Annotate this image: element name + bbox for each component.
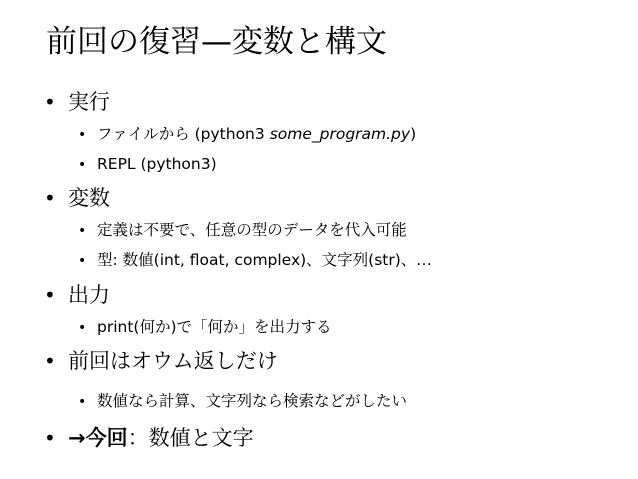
bullet-icon: • [44,426,56,450]
sub-item-text-end: ) [410,125,417,143]
bullet-icon: • [78,127,87,143]
sub-item-text: print(何か)で「何か」を出力する [97,318,332,336]
bullet-icon: • [44,90,56,114]
sub-item-text: REPL (python3) [97,155,217,173]
bullet-icon: • [44,283,56,307]
section-label: 出力 [68,283,110,307]
bullet-icon: • [78,253,87,269]
bullet-icon: • [78,320,87,336]
section-label: 変数 [68,186,110,210]
section-label: 実行 [68,90,110,114]
sub-item-repl [78,153,217,176]
slide-title: 前回の復習—変数と構文 [46,24,387,60]
bullet-icon: • [44,186,56,210]
bullet-icon: • [78,223,87,239]
bullet-icon: • [78,157,87,173]
sub-item-goal [78,390,407,413]
sub-item-text: 型: 数値(int, float, complex)、文字列(str)、… [97,251,432,269]
sub-item-text: ファイルから (python3 [97,125,270,143]
section-execution [44,88,110,116]
sub-item-definition [78,219,407,242]
bullet-icon: • [44,349,56,373]
section-label: 前回はオウム返しだけ [68,349,278,373]
today-topic: ：数値と文字 [127,426,254,450]
bullet-icon: • [78,394,87,410]
section-variables [44,184,110,212]
filename-text: some_program.py [269,125,411,143]
section-previous [44,347,278,375]
sub-item-text: 定義は不要で、任意の型のデータを代入可能 [97,221,407,239]
sub-item-print [78,316,332,339]
today-label: →今回 [68,426,128,450]
section-today [44,424,254,452]
sub-item-file [78,123,416,146]
sub-item-types [78,249,432,272]
sub-item-text: 数値なら計算、文字列なら検索などがしたい [97,392,408,410]
section-output [44,281,110,309]
